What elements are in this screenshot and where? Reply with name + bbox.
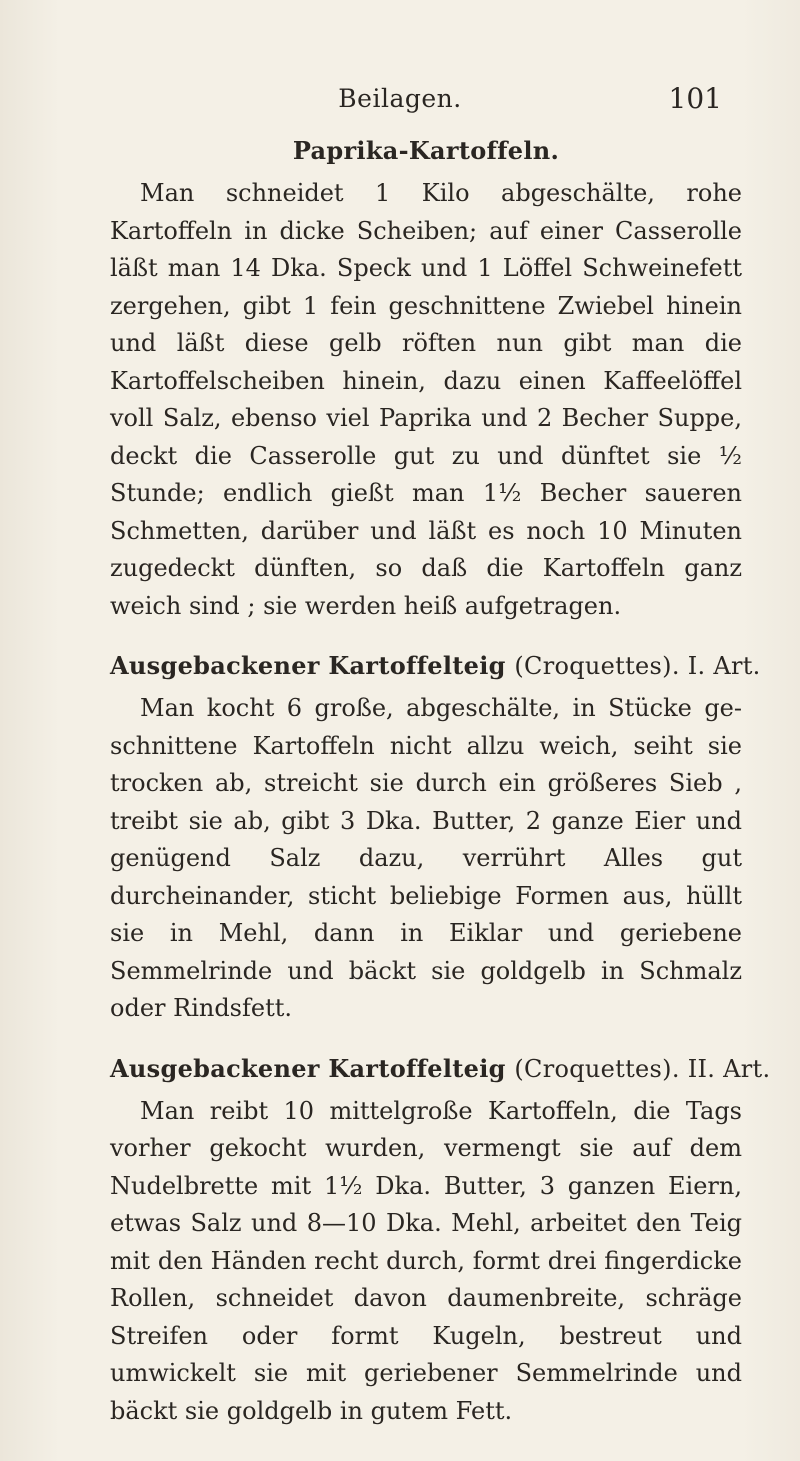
section-title-suffix: (Croquettes). I. Art. <box>514 652 761 680</box>
section-body: Man kocht 6 große, abgeschälte, in Stücke geschnittene Kartoffeln nicht allzu weich, seiht sie trocken ab, streicht sie durch ein größeres Sieb , treibt sie ab, gibt 3 Dka. Butter, 2 ganze Eier und genügend Salz dazu, verrührt Alles gut durcheinander, sticht beliebige Formen aus, hüllt sie in Mehl, dann in Eiklar und geriebene Semmelrinde und bäckt sie goldgelb in Schmalz oder Rindsfett. <box>110 694 742 1022</box>
section-title-suffix: (Croquettes). II. Art. <box>514 1054 771 1083</box>
page-content <box>110 136 771 1430</box>
recipe-croquettes-1 <box>110 651 761 1028</box>
header-title: Beilagen. <box>338 84 462 113</box>
section-body: Man reibt 10 mittelgroße Kartoffeln, die Tags vorher gekocht wurden, vermengt sie auf dem Nudelbrette mit 1½ Dka. Butter, 3 ganzen Eiern, etwas Salz und 8—10 Dka. Mehl, arbeitet den Teig mit den Händen recht durch, formt drei fingerdicke Rollen, schneidet davon daumenbreite, schräge Streifen oder formt Kugeln, bestreut und umwickelt sie mit geriebener Semmelrinde und bäckt sie goldgelb in gutem Fett. <box>110 1096 742 1425</box>
section-title <box>110 651 761 680</box>
section-body: Man schneidet 1 Kilo abgeschälte, rohe Kartoffeln in dicke Scheiben; auf einer Casserolle läßt man 14 Dka. Speck und 1 Löffel Schweinefett zergehen, gibt 1 fein geschnittene Zwiebel hinein und läßt diese gelb röften nun gibt man die Kartoffelscheiben hinein, dazu einen Kaffeelöffel voll Salz, ebenso viel Paprika und 2 Becher Suppe, deckt die Casserolle gut zu und dünftet sie ½ Stunde; endlich gießt man 1½ Becher saueren Schmetten, darüber und läßt es noch 10 Minuten zugedeckt dünften, so daß die Kartoffeln ganz weich sind ; sie werden heiß aufgetragen. <box>110 179 742 620</box>
section-title <box>110 1053 771 1083</box>
section-title-text: Ausgebackener Kartoffelteig <box>110 1053 506 1083</box>
section-title-text: Paprika-Kartoffeln. <box>292 136 560 165</box>
section-title-text: Ausgebackener Kartoffelteig <box>110 651 506 680</box>
recipe-paprika-kartoffeln <box>110 136 742 625</box>
section-title <box>110 136 742 165</box>
page-number: 101 <box>668 82 722 115</box>
recipe-croquettes-2 <box>110 1053 771 1431</box>
running-header <box>0 84 800 124</box>
